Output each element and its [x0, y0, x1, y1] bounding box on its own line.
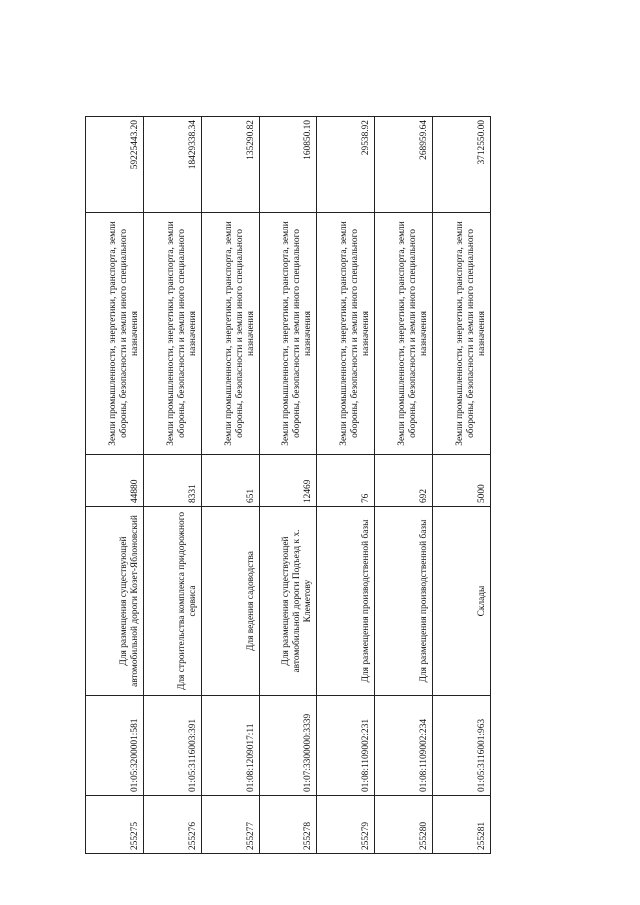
- area-cell: [143, 455, 201, 507]
- area-cell-text: 5000: [477, 484, 487, 503]
- cadastral-value-cell: [86, 117, 144, 213]
- table-row: [375, 117, 433, 854]
- cadastral-number-cell: [86, 696, 144, 796]
- row-number-cell: [375, 796, 433, 854]
- cadastral-number-cell: [375, 696, 433, 796]
- permitted-use-cell: [86, 507, 144, 696]
- row-number-cell: [143, 796, 201, 854]
- land-category-cell: [375, 213, 433, 455]
- land-category-cell-text: Земли промышленности, энергетики, транспорта, земли обороны, безопасности и земли иного специального назначения: [339, 221, 372, 446]
- cadastral-number-cell-text: 01:05:3116001:963: [477, 718, 487, 792]
- row-number-cell-text: 255278: [303, 821, 314, 850]
- cadastral-value-cell: [375, 117, 433, 213]
- area-cell: [375, 455, 433, 507]
- land-category-cell-text: Земли промышленности, энергетики, транспорта, земли обороны, безопасности и земли иного специального назначения: [107, 221, 140, 446]
- row-number-cell: [259, 796, 317, 854]
- cadastral-value-cell-text: 18429338.34: [187, 120, 198, 170]
- permitted-use-cell-text: Склады: [477, 585, 487, 617]
- area-cell: [317, 455, 375, 507]
- cadastral-number-cell-text: 01:08:1209017:11: [245, 723, 256, 792]
- land-category-cell-text: Земли промышленности, энергетики, транспорта, земли обороны, безопасности и земли иного специального назначения: [455, 221, 487, 446]
- cadastral-number-cell: [317, 696, 375, 796]
- area-cell-text: 692: [419, 488, 430, 503]
- land-category-cell: [433, 213, 491, 455]
- cadastral-value-cell: [433, 117, 491, 213]
- land-category-cell: [86, 213, 144, 455]
- row-number-cell: [86, 796, 144, 854]
- cadastral-number-cell-text: 01:05:3116003:391: [187, 718, 198, 792]
- cadastral-number-cell: [433, 696, 491, 796]
- cadastral-value-cell: [317, 117, 375, 213]
- land-category-cell-text: Земли промышленности, энергетики, транспорта, земли обороны, безопасности и земли иного специального назначения: [165, 221, 198, 446]
- cadastral-number-cell-text: 01:08:1109002:234: [419, 718, 430, 792]
- area-cell-text: 8331: [187, 484, 198, 503]
- row-number-cell: [433, 796, 491, 854]
- row-number-cell: [201, 796, 259, 854]
- cadastral-value-cell-text: 135290.82: [245, 120, 256, 160]
- permitted-use-cell: [375, 507, 433, 696]
- cadastral-value-cell: [259, 117, 317, 213]
- table-body: [86, 117, 491, 854]
- land-category-cell: [201, 213, 259, 455]
- permitted-use-cell: [201, 507, 259, 696]
- area-cell-text: 12469: [303, 479, 314, 503]
- table-row: [433, 117, 491, 854]
- permitted-use-cell-text: Для размещения производственной базы: [361, 519, 372, 683]
- area-cell: [433, 455, 491, 507]
- cadastral-value-cell: [143, 117, 201, 213]
- permitted-use-cell-text: Для ведения садоводства: [245, 551, 256, 651]
- area-cell: [201, 455, 259, 507]
- area-cell: [259, 455, 317, 507]
- row-number-cell-text: 255275: [129, 821, 140, 850]
- land-category-cell-text: Земли промышленности, энергетики, транспорта, земли обороны, безопасности и земли иного специального назначения: [397, 221, 430, 446]
- permitted-use-cell: [259, 507, 317, 696]
- table-row: [201, 117, 259, 854]
- land-category-cell-text: Земли промышленности, энергетики, транспорта, земли обороны, безопасности и земли иного специального назначения: [281, 221, 314, 446]
- permitted-use-cell: [317, 507, 375, 696]
- land-category-cell: [317, 213, 375, 455]
- area-cell-text: 76: [361, 493, 372, 503]
- row-number-cell-text: 255279: [361, 821, 372, 850]
- land-category-cell: [259, 213, 317, 455]
- cadastral-value-cell-text: 29538.92: [361, 120, 372, 156]
- cadastral-number-cell: [259, 696, 317, 796]
- area-cell-text: 44880: [129, 479, 140, 503]
- cadastral-number-cell-text: 01:05:3200001:581: [129, 718, 140, 792]
- cadastral-value-cell-text: 268959.64: [419, 120, 430, 160]
- rotated-table-wrapper: [85, 117, 491, 854]
- cadastral-number-cell: [143, 696, 201, 796]
- permitted-use-cell-text: Для размещения существующей автомобильной дороги Подъезд к х. Клеметову: [281, 529, 314, 673]
- cadastral-number-cell-text: 01:07:3300000:3339: [303, 713, 314, 792]
- permitted-use-cell-text: Для размещения производственной базы: [419, 519, 430, 683]
- land-category-cell: [143, 213, 201, 455]
- permitted-use-cell: [143, 507, 201, 696]
- land-plots-table: [85, 116, 491, 854]
- cadastral-number-cell: [201, 696, 259, 796]
- permitted-use-cell-text: Для строительства комплекса придорожного сервиса: [176, 511, 198, 691]
- area-cell: [86, 455, 144, 507]
- cadastral-number-cell-text: 01:08:1109002:231: [361, 718, 372, 792]
- cadastral-value-cell: [201, 117, 259, 213]
- row-number-cell-text: 255280: [419, 821, 430, 850]
- permitted-use-cell-text: Для размещения существующей автомобильной дороги Козет-Яблоновский: [118, 515, 140, 687]
- table-row: [259, 117, 317, 854]
- cadastral-value-cell-text: 3712550.00: [477, 120, 487, 165]
- row-number-cell: [317, 796, 375, 854]
- cadastral-value-cell-text: 59225443.20: [129, 120, 140, 170]
- row-number-cell-text: 255277: [245, 821, 256, 850]
- area-cell-text: 651: [245, 488, 256, 503]
- table-row: [143, 117, 201, 854]
- land-category-cell-text: Земли промышленности, энергетики, транспорта, земли обороны, безопасности и земли иного специального назначения: [223, 221, 256, 446]
- table-row: [86, 117, 144, 854]
- cadastral-value-cell-text: 160850.10: [303, 120, 314, 160]
- permitted-use-cell: [433, 507, 491, 696]
- row-number-cell-text: 255276: [187, 821, 198, 850]
- row-number-cell-text: 255281: [477, 821, 487, 850]
- table-row: [317, 117, 375, 854]
